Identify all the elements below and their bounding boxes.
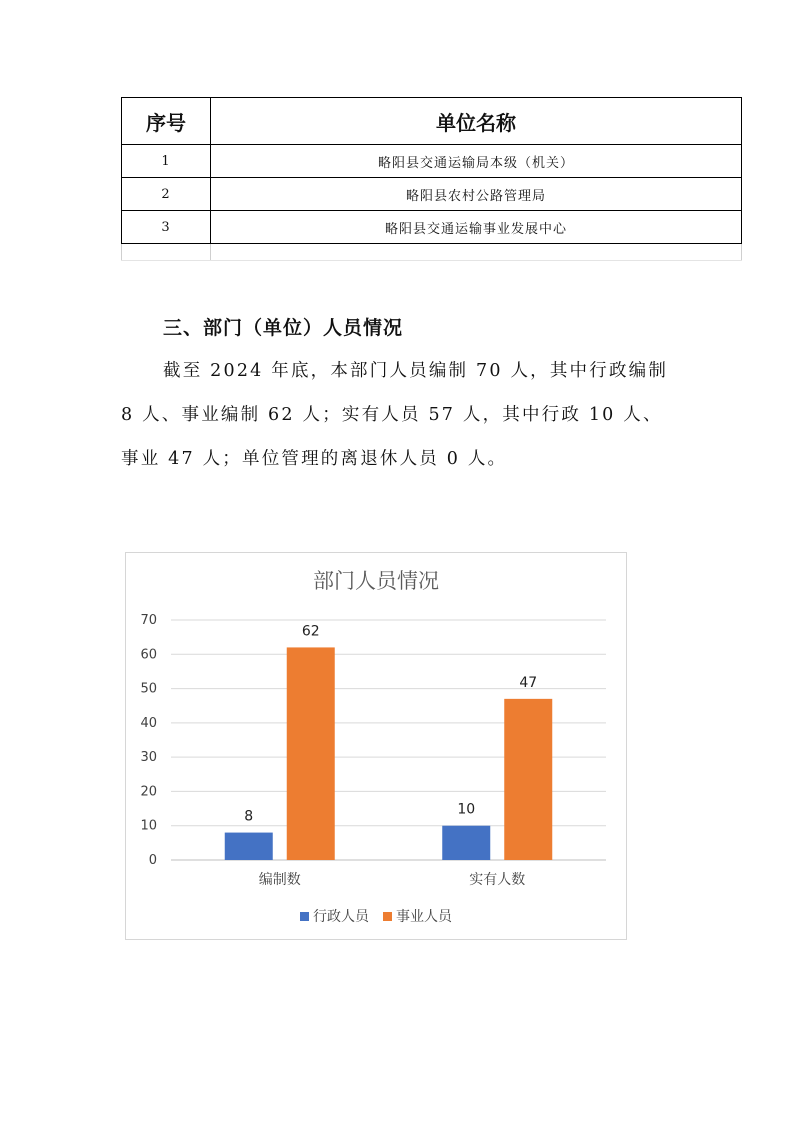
staffing-paragraph: 截至 2024 年底，本部门人员编制 70 人，其中行政编制 8 人、事业编制 62 人；实有人员 57 人，其中行政 10 人、事业 47 人；单位管理的离退休人员 0 人。: [121, 361, 669, 469]
y-tick-label: 0: [148, 853, 157, 868]
chart-canvas: [126, 553, 626, 939]
x-category-label: 实有人数: [469, 872, 526, 888]
bar: [504, 699, 552, 860]
data-label: 47: [519, 674, 538, 691]
staffing-chart: [125, 552, 627, 940]
chart-title: 部门人员情况: [313, 569, 439, 593]
x-axis: [259, 871, 526, 888]
table-row-empty: [122, 244, 742, 261]
bar: [225, 833, 273, 860]
y-tick-label: 50: [140, 681, 157, 697]
data-label: 8: [244, 808, 254, 825]
legend-swatch-icon: [300, 912, 309, 921]
row-index: 3: [122, 211, 211, 244]
row-index: 1: [122, 145, 211, 178]
y-tick-label: 20: [140, 784, 157, 800]
table-row: [122, 145, 742, 178]
row-unit-name: 略阳县农村公路管理局: [211, 178, 742, 211]
section-heading: 三、部门（单位）人员情况: [163, 317, 404, 339]
bar: [442, 826, 490, 860]
legend-label: 行政人员: [313, 909, 369, 925]
empty-cell: [122, 244, 211, 261]
y-axis: [140, 613, 157, 868]
row-unit-name: 略阳县交通运输事业发展中心: [211, 211, 742, 244]
legend-label: 事业人员: [396, 909, 452, 925]
legend-item-admin: [300, 906, 369, 926]
column-header-unit-name: 单位名称: [211, 98, 742, 145]
y-tick-label: 60: [140, 647, 157, 663]
data-label: 62: [301, 623, 320, 640]
row-index: 2: [122, 178, 211, 211]
data-label: 10: [457, 801, 476, 818]
y-tick-label: 40: [140, 715, 157, 731]
legend-swatch-icon: [383, 912, 392, 921]
column-header-index: 序号: [122, 98, 211, 145]
empty-cell: [211, 244, 742, 261]
x-category-label: 编制数: [258, 872, 301, 888]
units-table: [121, 97, 742, 261]
table-row: [122, 178, 742, 211]
y-tick-label: 10: [140, 818, 157, 834]
table-row: [122, 211, 742, 244]
bar: [287, 647, 335, 860]
chart-legend: [126, 906, 626, 926]
y-tick-label: 70: [140, 613, 157, 628]
table-header-row: [122, 98, 742, 145]
legend-item-institution: [383, 906, 452, 926]
bars: [225, 623, 553, 860]
row-unit-name: 略阳县交通运输局本级（机关）: [211, 145, 742, 178]
y-tick-label: 30: [140, 750, 157, 766]
